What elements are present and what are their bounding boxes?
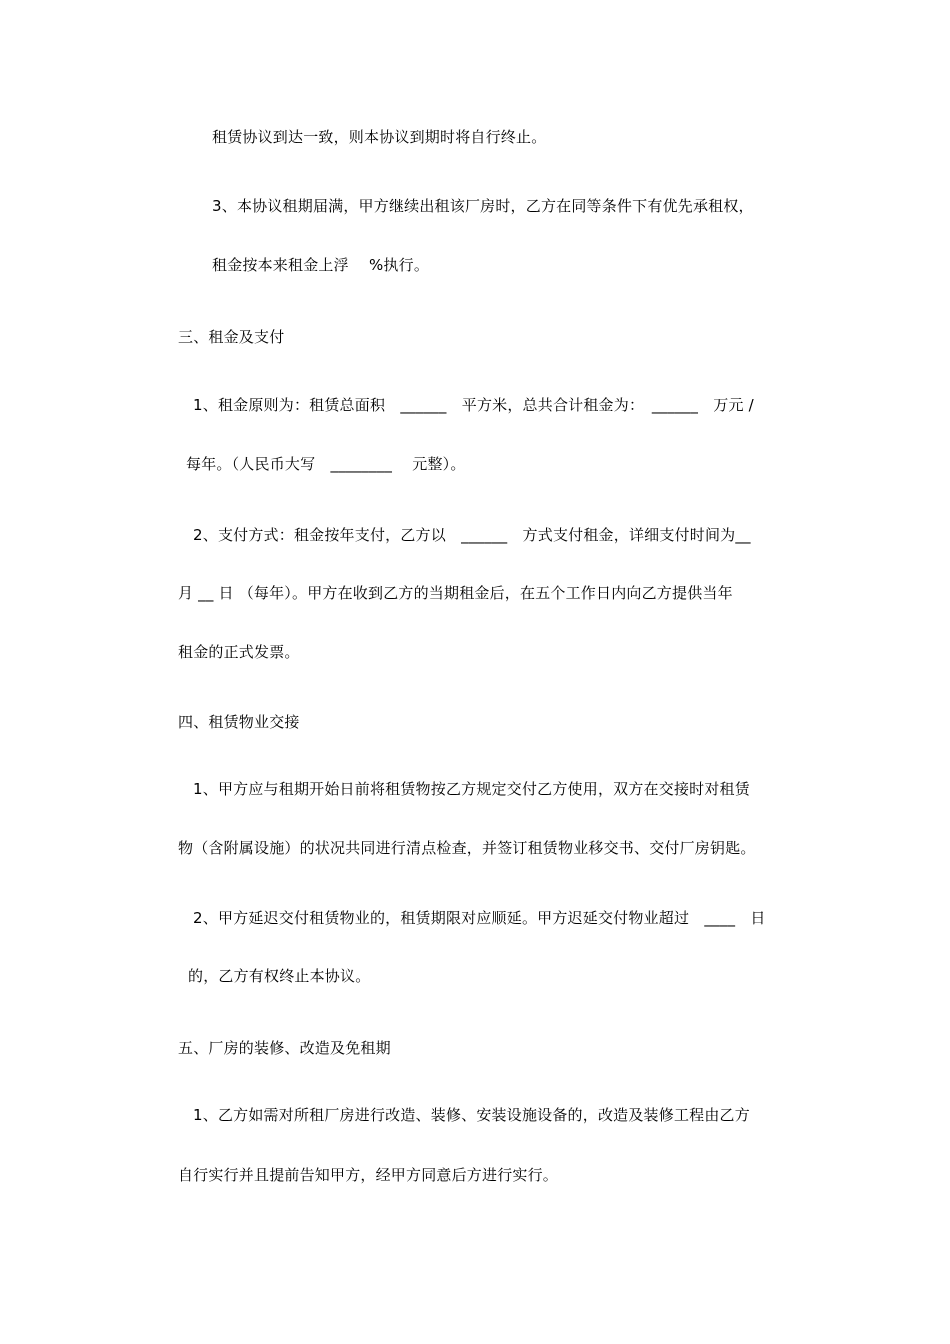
text-line: 物（含附属设施）的状况共同进行清点检查，并签订租赁物业移交书、交付厂房钥匙。	[178, 839, 756, 857]
text-line: 1、乙方如需对所租厂房进行改造、装修、安装设施设备的，改造及装修工程由乙方	[193, 1106, 750, 1124]
text-line: 的，乙方有权终止本协议。	[188, 967, 371, 985]
section-heading: 五、厂房的装修、改造及免租期	[178, 1039, 391, 1057]
text-line: 2、甲方延迟交付租赁物业的，租赁期限对应顺延。甲方迟延交付物业超过 ____ 日	[193, 909, 766, 927]
section-heading: 三、租金及支付	[178, 328, 285, 346]
text-line: 1、租金原则为：租赁总面积 ______ 平方米，总共合计租金为： ______ 万元 /	[193, 396, 754, 414]
text-line: 月 __ 日 （每年）。甲方在收到乙方的当期租金后，在五个工作日内向乙方提供当年	[178, 584, 733, 602]
text-line: 租赁协议到达一致，则本协议到期时将自行终止。	[212, 128, 547, 146]
text-line: 自行实行并且提前告知甲方，经甲方同意后方进行实行。	[178, 1166, 559, 1184]
text-line: 1、甲方应与租期开始日前将租赁物按乙方规定交付乙方使用，双方在交接时对租赁	[193, 780, 750, 798]
text-line: 2、支付方式：租金按年支付，乙方以 ______ 方式支付租金，详细支付时间为__	[193, 526, 751, 544]
text-line: 3、本协议租期届满，甲方继续出租该厂房时，乙方在同等条件下有优先承租权，	[212, 197, 754, 215]
section-heading: 四、租赁物业交接	[178, 713, 300, 731]
text-line: 每年。（人民币大写 ________ 元整）。	[186, 455, 466, 473]
text-line: 租金的正式发票。	[178, 643, 300, 661]
text-line: 租金按本来租金上浮 %执行。	[212, 256, 430, 274]
